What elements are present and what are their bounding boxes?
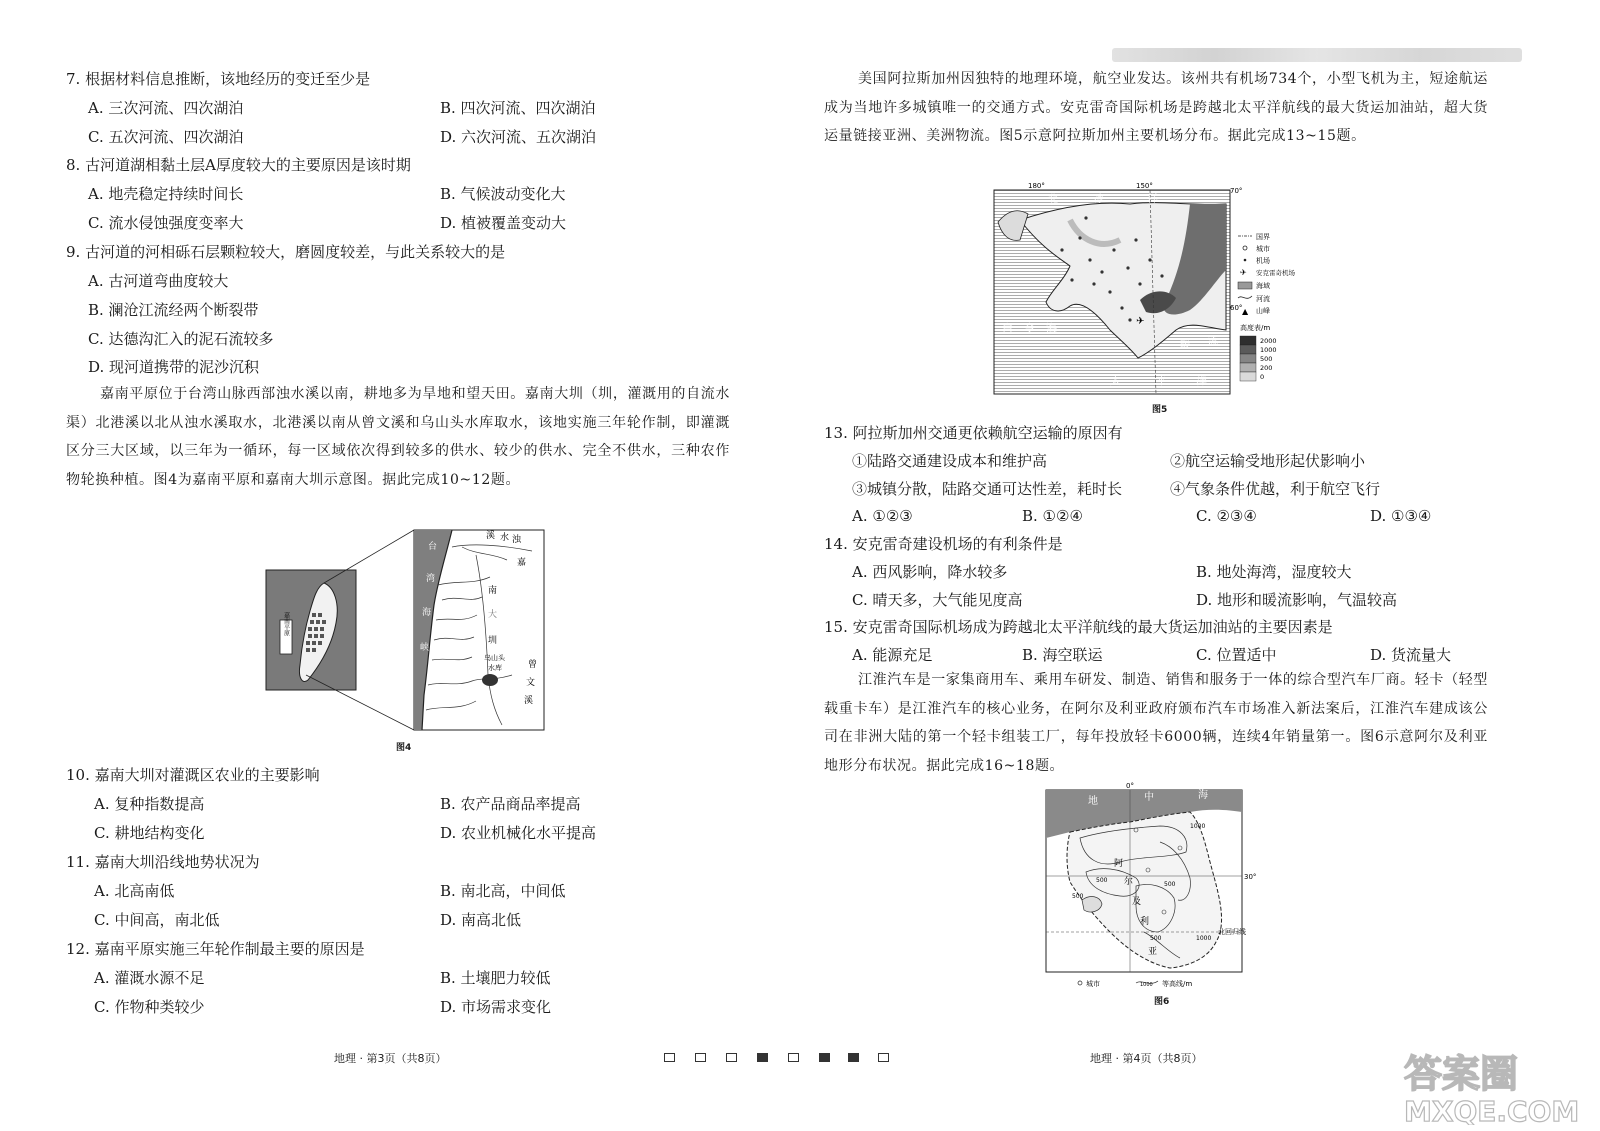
legend-contour-sample: 1000: [1140, 982, 1153, 988]
page-indicator-square: [788, 1053, 799, 1062]
legend-city-symbol: [1078, 981, 1082, 985]
label-wen: 文: [526, 678, 536, 688]
label-bei: 北: [1048, 194, 1058, 205]
q10-option-b: B. 农产品商品率提高: [440, 795, 581, 813]
elevation-swatch: [1240, 336, 1256, 345]
label-jia: 嘉: [517, 558, 527, 568]
watermark-top: 答案圈: [1404, 1052, 1519, 1096]
label-da: 大: [488, 610, 498, 620]
label-wan: 湾: [426, 574, 436, 584]
fig5-lat-60: 60°: [1230, 304, 1243, 312]
label-reservoir: 水库: [488, 664, 502, 672]
q12-stem: 12. 嘉南平原实施三年轮作制最主要的原因是: [66, 940, 365, 958]
figure-4-map: [262, 525, 550, 740]
fig6-lon-0: 0°: [1126, 782, 1134, 790]
elevation-swatch: [1240, 345, 1256, 354]
q7-option-a: A. 三次河流、四次湖泊: [88, 99, 244, 117]
watermark-logo: [1398, 1045, 1588, 1125]
q8-option-b: B. 气候波动变化大: [440, 185, 566, 203]
passage-alaska: 美国阿拉斯加州因独特的地理环境，航空业发达。该州共有机场734个，小型飞机为主，短途航运成为当地许多城镇唯一的交通方式。安克雷奇国际机场是跨越北太平洋航线的最大货运加油站，超大货运量链接亚洲、美洲物流。图5示意阿拉斯加州主要机场分布。据此完成13~15题。: [824, 71, 1488, 144]
contour-label-1000-south: 1000: [1196, 935, 1212, 942]
fig5-legend: [1238, 232, 1296, 381]
q7-option-b: B. 四次河流、四次湖泊: [440, 99, 596, 117]
q13-option-b: B. ①②④: [1022, 507, 1083, 525]
q10-option-d: D. 农业机械化水平提高: [440, 824, 597, 842]
figure-5-map: [990, 180, 1320, 400]
label-nan: 南: [488, 586, 498, 596]
legend-elevation-title: 高度表/m: [1240, 324, 1271, 332]
q13-option-a: A. ①②③: [852, 507, 913, 525]
contour-label-500-west: 500: [1096, 877, 1108, 884]
legend-city-label: 城市: [1086, 980, 1100, 988]
elevation-label: 500: [1260, 355, 1273, 363]
q12-option-d: D. 市场需求变化: [440, 998, 552, 1016]
legend-airport: 机场: [1256, 257, 1270, 265]
page-indicator-square: [757, 1053, 768, 1062]
q13-statement-3: ③城镇分散，陆路交通可达性差，耗时长: [852, 480, 1123, 498]
fig4-inset-label: 嘉南平原: [282, 612, 290, 636]
label-xia: 峡: [420, 643, 430, 653]
wushantou-reservoir: [482, 674, 498, 686]
label-tai-pac: 太: [1110, 374, 1121, 387]
legend-peak-icon: ▲: [1242, 307, 1249, 316]
q15-option-a: A. 能源充足: [852, 646, 933, 664]
q15-option-c: C. 位置适中: [1196, 646, 1277, 664]
q14-stem: 14. 安克雷奇建设机场的有利条件是: [824, 535, 1063, 553]
label-tai: 台: [428, 542, 438, 552]
q15-option-b: B. 海空联运: [1022, 646, 1103, 664]
label-nuan: 暖: [1180, 340, 1190, 351]
q13-statement-4: ④气象条件优越，利于航空飞行: [1170, 480, 1381, 498]
q11-option-b: B. 南北高，中间低: [440, 882, 566, 900]
label-ling: 令: [1024, 322, 1035, 335]
page-indicator-square: [819, 1053, 830, 1062]
legend-contour-label: 等高线/m: [1162, 980, 1193, 988]
watermark-bottom: MXQE.COM: [1404, 1095, 1580, 1125]
fig6-tropic-label: 北回归线: [1218, 928, 1246, 936]
label-shui: 水: [500, 533, 510, 543]
q7-option-d: D. 六次河流、五次湖泊: [440, 128, 597, 146]
q10-option-a: A. 复种指数提高: [94, 795, 205, 813]
label-yang-pac: 洋: [1196, 374, 1207, 387]
q8-stem: 8. 古河道湖相黏土层A厚度较大的主要原因是该时期: [66, 156, 411, 174]
page-indicator-square: [695, 1053, 706, 1062]
q13-option-d: D. ①③④: [1370, 507, 1432, 525]
q11-option-d: D. 南高北低: [440, 911, 522, 929]
label-zhuo: 浊: [512, 535, 522, 545]
figure-6-caption: 图6: [1154, 997, 1170, 1007]
label-hai-bering: 海: [1046, 322, 1057, 335]
fig4-connector-bottom: [306, 675, 414, 730]
label-di: 地: [1088, 796, 1098, 807]
label-hai-med: 海: [1198, 790, 1208, 801]
legend-river: 河流: [1256, 295, 1270, 303]
q9-option-a: A. 古河道弯曲度较大: [88, 272, 229, 290]
legend-anchorage-icon: ✈: [1240, 268, 1247, 277]
q15-stem: 15. 安克雷奇国际机场成为跨越北太平洋航线的最大货运加油站的主要因素是: [824, 618, 1333, 636]
q11-option-c: C. 中间高，南北低: [94, 911, 220, 929]
contour-label-500-center: 500: [1164, 881, 1176, 888]
elevation-label: 2000: [1260, 337, 1277, 345]
q9-stem: 9. 古河道的河相砾石层颗粒较大，磨圆度较差，与此关系较大的是: [66, 243, 506, 261]
contour-label-500-plateau: 500: [1072, 893, 1084, 900]
q11-stem: 11. 嘉南大圳沿线地势状况为: [66, 853, 260, 871]
elevation-label: 0: [1260, 373, 1265, 381]
elevation-swatch: [1240, 354, 1256, 363]
figure-6-map: [1040, 782, 1260, 992]
page-indicator-square: [878, 1053, 889, 1062]
label-li: 利: [1140, 917, 1150, 927]
label-ji: 及: [1132, 897, 1142, 907]
q14-option-d: D. 地形和暖流影响，气温较高: [1196, 591, 1398, 609]
figure-4-caption: 图4: [396, 743, 412, 753]
label-zhen: 圳: [488, 636, 498, 646]
label-hai: 海: [422, 608, 432, 618]
q13-stem: 13. 阿拉斯加州交通更依赖航空运输的原因有: [824, 424, 1123, 442]
legend-border: 国界: [1256, 233, 1270, 241]
q9-option-b: B. 澜沧江流经两个断裂带: [88, 301, 259, 319]
q12-option-a: A. 灌溉水源不足: [94, 969, 205, 987]
q8-option-d: D. 植被覆盖变动大: [440, 214, 567, 232]
page-indicator-square: [664, 1053, 675, 1062]
page-3-footer: 地理 · 第3页（共8页）: [334, 1052, 447, 1065]
q11-option-a: A. 北高南低: [94, 882, 175, 900]
label-xi-south: 溪: [524, 696, 534, 706]
page-4-footer: 地理 · 第4页（共8页）: [1090, 1052, 1203, 1065]
q13-option-c: C. ②③④: [1196, 507, 1257, 525]
q13-statement-2: ②航空运输受地形起伏影响小: [1170, 452, 1366, 470]
contour-label-500-south: 500: [1150, 935, 1162, 942]
label-xi-north: 溪: [486, 531, 496, 541]
contour-label-1000-north: 1000: [1190, 823, 1206, 830]
legend-anchorage: 安克雷奇机场: [1256, 269, 1295, 277]
page-indicator-square: [848, 1053, 859, 1062]
fig5-lat-70: 70°: [1230, 187, 1243, 195]
q7-stem: 7. 根据材料信息推断，该地经历的变迁至少是: [66, 70, 371, 88]
q14-option-c: C. 晴天多，大气能见度高: [852, 591, 1023, 609]
label-bai: 白: [1002, 322, 1013, 335]
elevation-swatch: [1240, 363, 1256, 372]
fig5-lon-150: 150°: [1136, 182, 1153, 190]
label-a: 阿: [1114, 859, 1124, 869]
q12-option-b: B. 土壤肥力较低: [440, 969, 551, 987]
passage-jac: 江淮汽车是一家集商用车、乘用车研发、制造、销售和服务于一体的综合型汽车厂商。轻卡（轻型载重卡车）是江淮汽车的核心业务，在阿尔及利亚政府颁布汽车市场准入新法案后，江淮汽车建成该公司在非洲大陆的第一个轻卡组装工厂，每年投放轻卡6000辆，连续4年销量第一。图6示意阿尔及利亚地形分布状况。据此完成16~18题。: [824, 672, 1488, 774]
label-yang-north: 洋: [1148, 194, 1158, 205]
q10-stem: 10. 嘉南大圳对灌溉区农业的主要影响: [66, 766, 320, 784]
legend-peak: 山峰: [1256, 307, 1270, 315]
q8-option-c: C. 流水侵蚀强度变率大: [88, 214, 244, 232]
label-ceng: 曾: [528, 660, 538, 670]
q10-option-c: C. 耕地结构变化: [94, 824, 205, 842]
header-blurred-text: [1112, 48, 1522, 62]
label-bing: 冰: [1094, 194, 1104, 205]
elevation-label: 200: [1260, 364, 1273, 372]
legend-sea: 海域: [1256, 282, 1270, 290]
page-indicator-square: [726, 1053, 737, 1062]
q12-option-c: C. 作物种类较少: [94, 998, 205, 1016]
label-liu: 流: [1208, 336, 1218, 347]
q7-option-c: C. 五次河流、四次湖泊: [88, 128, 244, 146]
q14-option-b: B. 地处海湾，湿度较大: [1196, 563, 1352, 581]
label-ping: 平: [1156, 374, 1167, 387]
q9-option-c: C. 达德沟汇入的泥石流较多: [88, 330, 274, 348]
anchorage-airport-icon: ✈: [1136, 316, 1145, 327]
legend-city: 城市: [1256, 245, 1270, 253]
q9-option-d: D. 现河道携带的泥沙沉积: [88, 358, 260, 376]
q15-option-d: D. 货流量大: [1370, 646, 1452, 664]
label-wushantou: 乌山头: [484, 654, 505, 662]
figure-5-caption: 图5: [1152, 405, 1168, 415]
elevation-swatch: [1240, 372, 1256, 381]
q14-option-a: A. 西风影响，降水较多: [852, 563, 1008, 581]
label-ya: 亚: [1148, 947, 1158, 957]
passage-jianan: 嘉南平原位于台湾山脉西部浊水溪以南，耕地多为旱地和望天田。嘉南大圳（圳，灌溉用的自流水渠）北港溪以北从浊水溪取水，北港溪以南从曾文溪和乌山头水库取水，该地实施三年轮作制，即灌溉区分三大区域，以三年为一循环，每一区域依次得到较多的供水、较少的供水、完全不供水，三种农作物轮换种植。图4为嘉南平原和嘉南大圳示意图。据此完成10~12题。: [66, 386, 730, 488]
fig6-lat-30: 30°: [1244, 873, 1257, 881]
q8-option-a: A. 地壳稳定持续时间长: [88, 185, 244, 203]
fig4-connector-top: [324, 530, 414, 583]
elevation-label: 1000: [1260, 346, 1277, 354]
q13-statement-1: ①陆路交通建设成本和维护高: [852, 452, 1048, 470]
fig5-lon-180: 180°: [1028, 182, 1045, 190]
label-er: 尔: [1124, 877, 1134, 887]
label-zhong: 中: [1144, 792, 1154, 803]
